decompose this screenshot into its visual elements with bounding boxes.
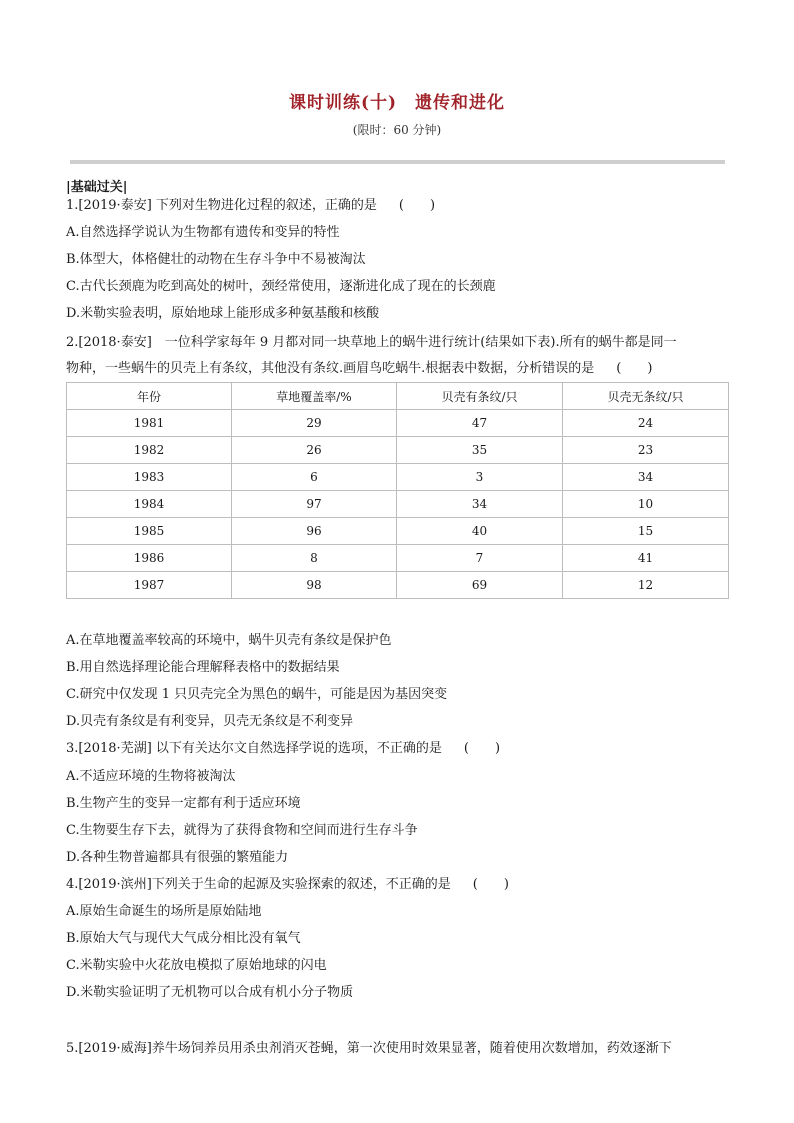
- table-row: [67, 545, 729, 572]
- q1-option-a: A.自然选择学说认为生物都有遗传和变异的特性: [66, 225, 340, 240]
- table-row: [67, 572, 729, 599]
- table-cell: 40: [397, 518, 563, 545]
- q3-option-a: A.不适应环境的生物将被淘汰: [66, 769, 236, 784]
- question-1-stem: [66, 197, 435, 215]
- page-title: 课时训练(十) 遗传和进化: [288, 93, 506, 113]
- table-cell: 35: [397, 437, 563, 464]
- table-cell: 10: [563, 491, 729, 518]
- table-cell: 23: [563, 437, 729, 464]
- table-cell: 96: [232, 518, 397, 545]
- question-4-stem: [66, 876, 509, 894]
- table-row: [67, 437, 729, 464]
- time-limit: (限时：60 分钟): [352, 123, 442, 137]
- q2-option-a: A.在草地覆盖率较高的环境中，蜗牛贝壳有条纹是保护色: [66, 633, 392, 648]
- q1-option-c: C.古代长颈鹿为吃到高处的树叶，颈经常使用，逐渐进化成了现在的长颈鹿: [66, 279, 496, 294]
- q3-option-c: C.生物要生存下去，就得为了获得食物和空间而进行生存斗争: [66, 823, 418, 838]
- section-label: |基础过关|: [66, 180, 128, 195]
- q1-option-b: B.体型大，体格健壮的动物在生存斗争中不易被淘汰: [66, 252, 366, 267]
- question-2-stem-line2: [66, 360, 652, 378]
- table-cell: 97: [232, 491, 397, 518]
- table-cell: 1984: [67, 491, 232, 518]
- table-cell: 3: [397, 464, 563, 491]
- answer-paren: ( ): [398, 198, 436, 213]
- question-5-stem: 5.[2019·威海]养牛场饲养员用杀虫剂消灭苍蝇，第一次使用时效果显著，随着使用次数增加，药效逐渐下: [66, 1041, 672, 1056]
- question-4-text: 4.[2019·滨州]下列关于生命的起源及实验探索的叙述，不正确的是: [66, 877, 451, 892]
- question-3-text: 3.[2018·芜湖] 以下有关达尔文自然选择学说的选项，不正确的是: [66, 741, 442, 756]
- q3-option-d: D.各种生物普遍都具有很强的繁殖能力: [66, 850, 289, 865]
- table-cell: 15: [563, 518, 729, 545]
- table-cell: 1985: [67, 518, 232, 545]
- table-header-cell: 贝壳无条纹/只: [563, 383, 729, 410]
- q2-option-c: C.研究中仅发现 1 只贝壳完全为黑色的蜗牛，可能是因为基因突变: [66, 687, 448, 702]
- table-cell: 98: [232, 572, 397, 599]
- table-cell: 1983: [67, 464, 232, 491]
- table-header-cell: 草地覆盖率/%: [232, 383, 397, 410]
- question-1-text: 1.[2019·泰安] 下列对生物进化过程的叙述，正确的是: [66, 198, 377, 213]
- answer-paren: ( ): [463, 741, 501, 756]
- table-row: [67, 464, 729, 491]
- question-3-stem: [66, 740, 500, 758]
- q2-option-b: B.用自然选择理论能合理解释表格中的数据结果: [66, 660, 340, 675]
- table-header-cell: 年份: [67, 383, 232, 410]
- question-2-text: 物种，一些蜗牛的贝壳上有条纹，其他没有条纹.画眉鸟吃蜗牛.根据表中数据，分析错误的是: [66, 361, 595, 376]
- answer-paren: ( ): [472, 877, 509, 892]
- table-cell: 41: [563, 545, 729, 572]
- q4-option-a: A.原始生命诞生的场所是原始陆地: [66, 904, 262, 919]
- table-cell: 1981: [67, 410, 232, 437]
- table-cell: 1982: [67, 437, 232, 464]
- table-cell: 1986: [67, 545, 232, 572]
- table-cell: 7: [397, 545, 563, 572]
- q4-option-c: C.米勒实验中火花放电模拟了原始地球的闪电: [66, 958, 327, 973]
- answer-paren: ( ): [616, 361, 653, 376]
- table-cell: 34: [397, 491, 563, 518]
- q1-option-d: D.米勒实验表明，原始地球上能形成多种氨基酸和核酸: [66, 306, 380, 321]
- table-cell: 69: [397, 572, 563, 599]
- q2-option-d: D.贝壳有条纹是有利变异，贝壳无条纹是不利变异: [66, 714, 354, 729]
- snail-data-table: [66, 382, 729, 599]
- table-cell: 6: [232, 464, 397, 491]
- table-cell: 34: [563, 464, 729, 491]
- table-cell: 47: [397, 410, 563, 437]
- table-cell: 8: [232, 545, 397, 572]
- table-cell: 26: [232, 437, 397, 464]
- q3-option-b: B.生物产生的变异一定都有利于适应环境: [66, 796, 301, 811]
- table-header-row: [67, 383, 729, 410]
- q4-option-d: D.米勒实验证明了无机物可以合成有机小分子物质: [66, 985, 354, 1000]
- table-row: [67, 410, 729, 437]
- table-cell: 29: [232, 410, 397, 437]
- table-row: [67, 491, 729, 518]
- q4-option-b: B.原始大气与现代大气成分相比没有氧气: [66, 931, 301, 946]
- header-divider: [70, 160, 725, 164]
- table-row: [67, 518, 729, 545]
- table-cell: 24: [563, 410, 729, 437]
- table-cell: 1987: [67, 572, 232, 599]
- question-2-stem-line1: 2.[2018·泰安] 一位科学家每年 9 月都对同一块草地上的蜗牛进行统计(结果如下表).所有的蜗牛都是同一: [66, 335, 677, 350]
- table-cell: 12: [563, 572, 729, 599]
- table-header-cell: 贝壳有条纹/只: [397, 383, 563, 410]
